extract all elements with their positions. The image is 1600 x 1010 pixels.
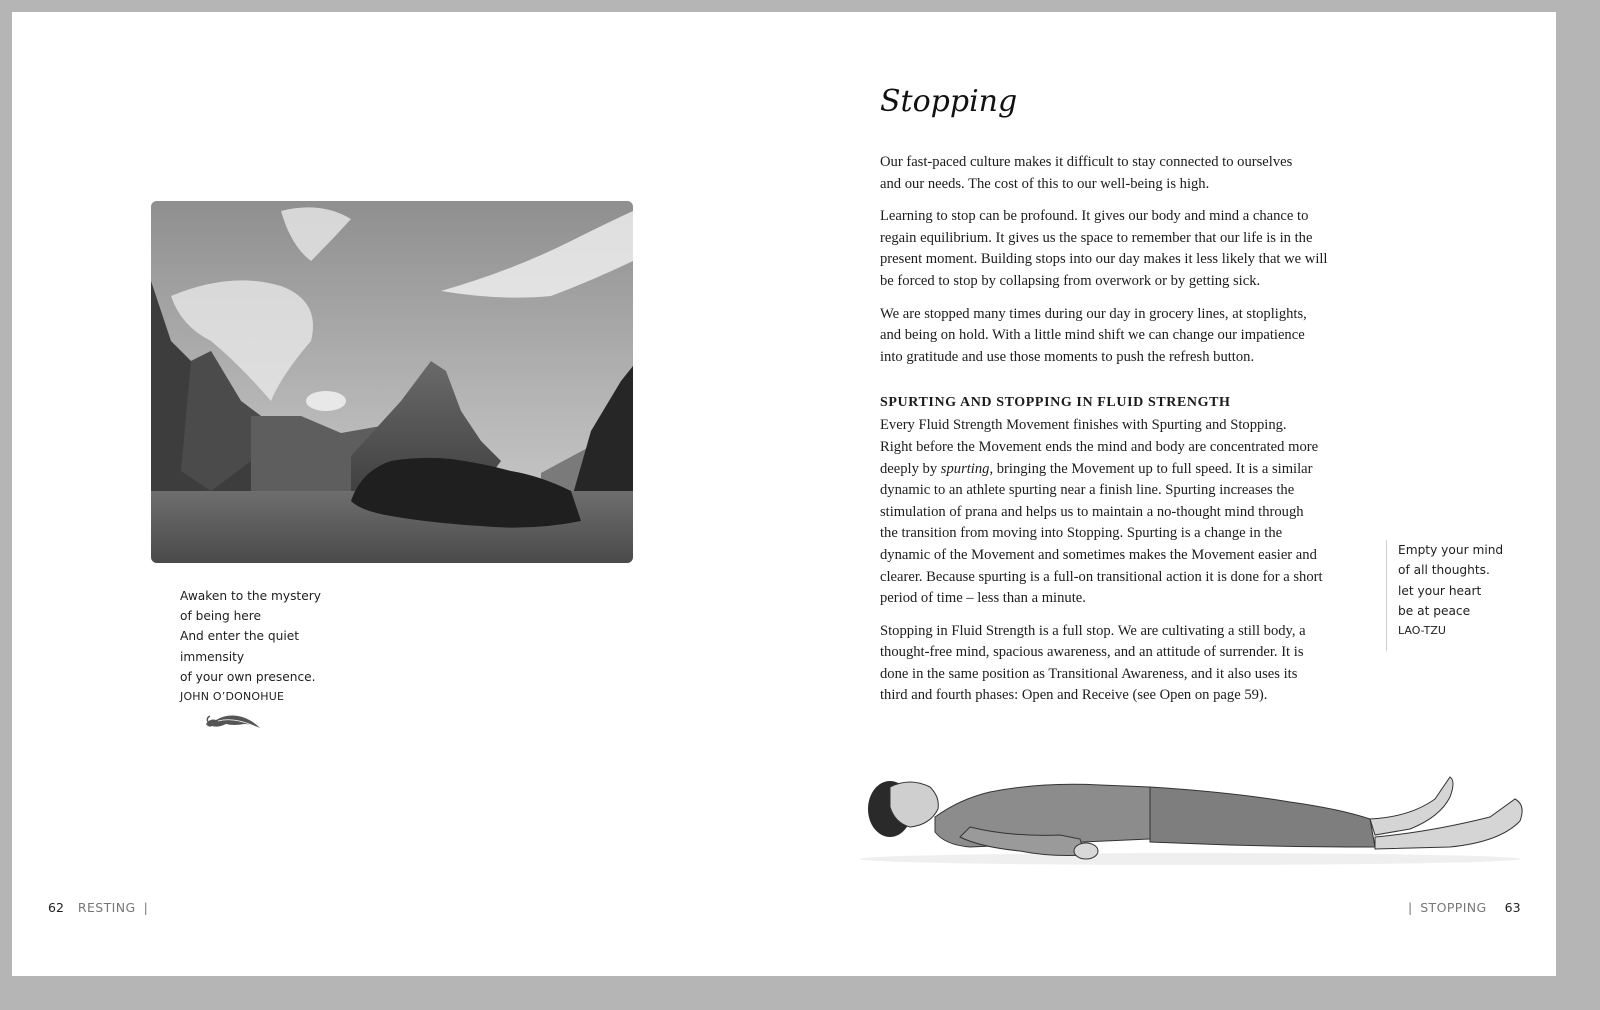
paragraph: Our fast-paced culture makes it difficult to stay connected to ourselves and our needs. The cost of this to our well-being is high. [880,154,1293,192]
quote-line: be at peace [1398,603,1471,618]
page-title: Stopping [880,84,1018,119]
leaf-ornament-icon [204,712,262,732]
quote-line: And enter the quiet [180,629,300,644]
quote-line: of your own presence. [180,669,316,684]
photo-graphic [151,201,633,563]
footer-left [48,900,148,915]
body-text [880,152,1350,718]
footer-separator: | [1408,900,1413,915]
book-spread [12,12,1556,976]
quote-author: JOHN O’DONOHUE [180,690,285,704]
footer-separator: | [143,900,148,915]
quote-line: Awaken to the mystery [180,589,321,603]
paragraph: Stopping in Fluid Strength is a full stop. We are cultivating a still body, a thought-free mind, spacious awareness, and an attitude of surrender. It is done in the same position as Transitional Awareness, and it also uses its third and fourth phases: Open and Receive (see Open on page 59). [880,622,1306,704]
quote-line: Empty your mind [1398,543,1504,557]
footer-right [1408,900,1521,915]
quote-line: immensity [180,649,245,664]
paragraph: Learning to stop can be profound. It gives our body and mind a chance to regain equilibrium. It gives us the space to remember that our life is in the present moment. Building stops into our day makes it less likely that we will be forced to stop by collapsing from overwork or by getting sick. [880,208,1328,289]
page-number: 62 [48,900,64,915]
emphasis: spurting [940,460,990,477]
page-number: 63 [1504,900,1521,915]
left-epigraph [180,586,321,707]
text-run: , bringing the Movement up to full speed. It is a similar dynamic to an athlete spurting near a finish line. Spurting increases the stimulation of prana and helps us to maintain a no-thought mind through the transition from moving into Stopping. Spurting is a change in the dynamic of the Movement and sometimes makes the Movement easier and clearer. Because spurting is a full-on transitional action it is done for a short period of time – less than a minute. [880,460,1323,607]
section-heading: SPURTING AND STOPPING IN FLUID STRENGTH [880,395,1231,411]
paragraph [880,415,1350,609]
running-head: STOPPING [1420,900,1487,915]
person-lying-supine-illustration [850,747,1530,877]
quote-line: of being here [180,609,262,624]
mountain-fjord-photo [151,201,633,563]
text-run: Every Fluid Strength Movement finishes with Spurting and Stopping. Right before the Movement ends the mind and body are concentrated more deeply by [880,417,1319,477]
quote-line: of all thoughts. [1398,563,1490,578]
paragraph: We are stopped many times during our day in grocery lines, at stoplights, and being on hold. With a little mind shift we can change our impatience into gratitude and use those moments to push the refresh button. [880,305,1307,365]
quote-line: let your heart [1398,583,1482,598]
running-head: RESTING [77,900,136,915]
sidebar-quote [1386,540,1503,651]
quote-author: LAO-TZU [1398,624,1446,638]
